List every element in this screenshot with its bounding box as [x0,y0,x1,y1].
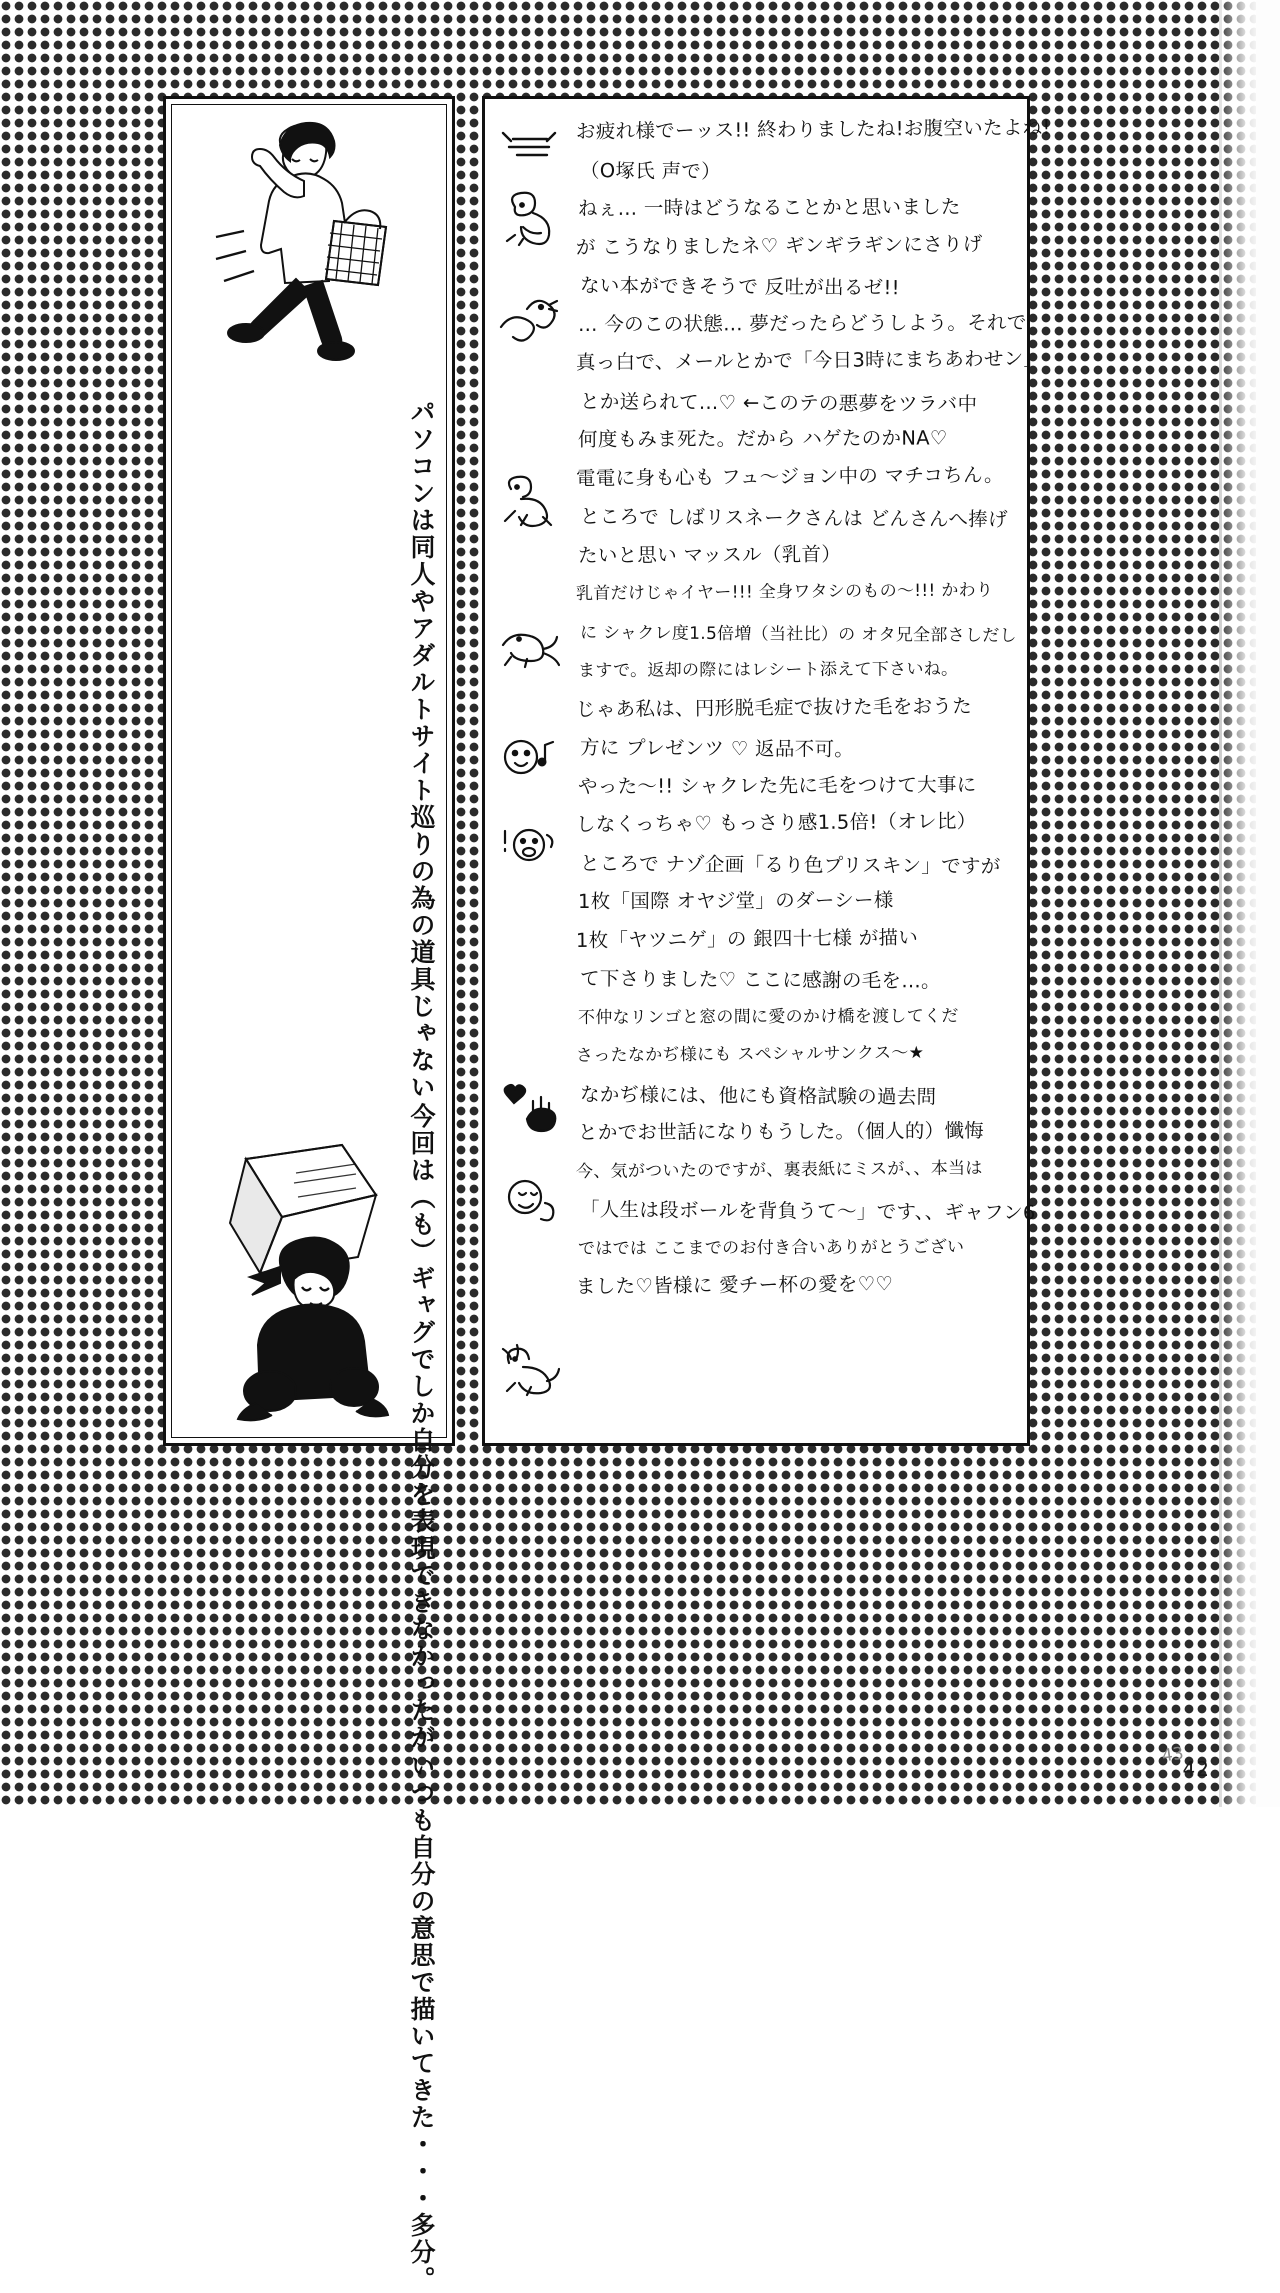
hand-line: ところで ナゾ企画「るり色プリスキン」ですが [579,851,1001,878]
face-music-doodle-icon [493,727,565,785]
hand-line: 不仲なリンゴと窓の間に愛のかけ橋を渡してくだ [577,1005,959,1028]
hand-line: に シャクレ度1.5倍増（当社比）の オタ兄全部さしだし [579,622,1017,646]
hand-line: 電電に身も心も フュ～ジョン中の マチコちん。 [575,462,1004,490]
afterword-handwriting-panel [560,96,1051,1446]
hand-line: 方に プレゼンツ ♡ 返品不可。 [579,736,855,761]
hand-line: やった～!! シャクレた先に毛をつけて大事に [577,772,977,798]
hand-line: 乳首だけじゃイヤー!!! 全身ワタシのもの～!!! かわり [575,580,994,604]
hand-line: ではでは ここまでのお付き合いありがとうござい [577,1236,965,1259]
lizard-doodle-icon [493,609,565,667]
hand-line: ました♡皆様に 愛チー杯の愛を♡♡ [575,1272,894,1298]
page-margin-right [1256,0,1280,1807]
shouting-face-doodle-icon [493,815,565,873]
page-number-faint: 43 [1161,1743,1186,1767]
sparkle-icon [493,117,565,175]
hand-line: とかでお世話になりもうした。（個人的）懺悔 [577,1119,985,1144]
hand-line: とか送られて…♡ ←このテの悪夢をツラバ中 [579,389,978,416]
hand-line: ない本ができそうで 反吐が出るゼ!! [579,274,900,300]
face-swirl-doodle-icon [493,1169,565,1227]
bird-doodle-icon [493,187,565,245]
running-man-illustration [184,111,434,381]
handwriting-lines [575,113,1051,1433]
hand-line: ところで しばリスネークさんは どんさんへ捧げ [579,505,1008,532]
hand-line: 1枚「国際 オヤジ堂」のダーシー様 [577,888,894,913]
vertical-line-1: パソコンは同人やアダルトサイト巡りの為の道具じゃない [407,399,436,1101]
hand-line: 今、気がついたのですが、裏表紙にミスが、、本当は [575,1157,983,1182]
hand-line: 真っ白で、メールとかで「今日3時にまちあわせン」 [575,346,1044,374]
cat-doodle-icon [493,1337,565,1395]
hand-line: … 今のこの状態… 夢だったらどうしよう。それで [577,310,1027,336]
hand-line: ねぇ… 一時はどうなることかと思いました [577,195,961,220]
hand-line: （O塚氏 声で） [579,158,722,183]
hand-line: 「人生は段ボールを背負うて～」です、、ギャフン6 [579,1198,1036,1225]
snake-doodle-icon [493,287,565,345]
doodle-icon-column [482,96,570,1446]
running-creature-doodle-icon [493,471,565,529]
hand-line: なかぢ様には、他にも資格試験の過去問 [579,1082,937,1109]
vertical-line-2: 今回は（も）ギャグでしか自分を表現できなかったが [407,1103,436,1751]
hand-line: ますで。返却の際にはレシート添えて下さいね。 [577,659,959,681]
box-head-figure-illustration [186,1139,436,1439]
hand-line: が こうなりましたネ♡ ギンギラギンにさりげ [575,231,983,259]
hand-line: て下さりました♡ ここに感謝の毛を…。 [579,967,941,993]
hand-line: しなくっちゃ♡ もっさり感1.5倍!（オレ比） [575,809,977,836]
hand-line: さったなかぢ様にも スペシャルサンクス～★ [575,1042,925,1066]
vertical-afterword-panel [163,96,455,2293]
hand-line: 何度もみま死た。だから ハゲたのかNA♡ [577,426,948,451]
heart-fist-doodle-icon [493,1077,565,1135]
page-number: 42 [1182,1757,1210,1781]
hand-line: お疲れ様でーッス!! 終わりましたね!お腹空いたよね! [575,115,1051,143]
hand-line: たいと思い マッスル（乳首） [577,542,842,567]
hand-line: じゃあ私は、円形脱毛症で抜けた毛をおうた [575,694,973,721]
hand-line: 1枚「ヤツニゲ」の 銀四十七様 が描い [575,925,919,952]
vertical-line-3: いつも自分の意思で描いてきた・・・多分。 [407,1753,436,2293]
